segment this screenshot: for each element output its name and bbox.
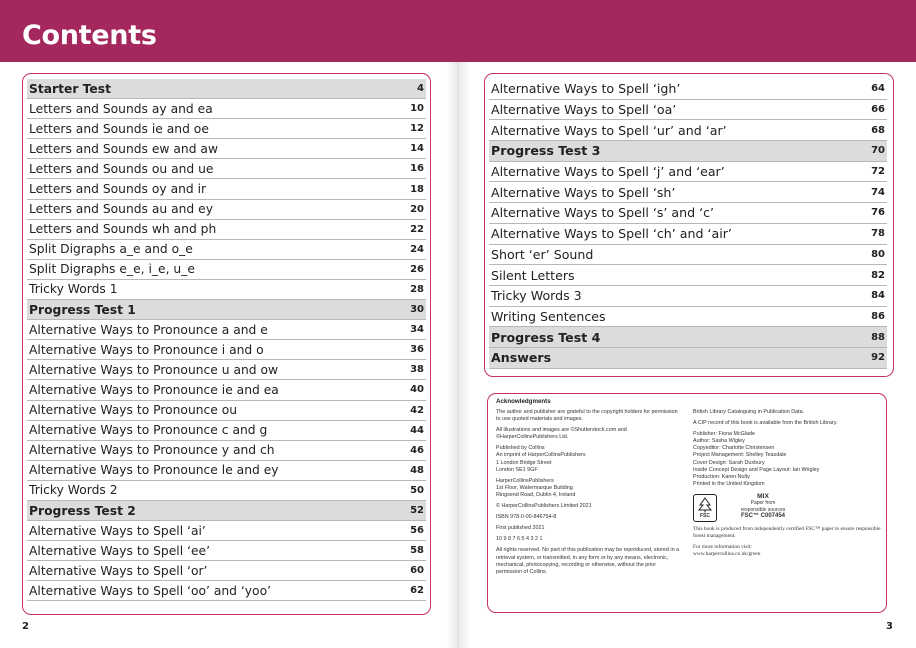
toc-page-number: 58	[410, 545, 424, 557]
fsc-line2: responsible sources	[740, 506, 786, 513]
ack-paragraph: Published by Collins An imprint of HarperCollinsPublishers 1 London Bridge Street London SE1 9GF	[496, 445, 586, 473]
ack-paragraph: A CIP record of this book is available from the British Library.	[693, 420, 838, 427]
right-contents-list	[489, 79, 887, 369]
toc-entry-row[interactable]	[489, 245, 887, 266]
toc-section-row[interactable]	[27, 501, 426, 521]
acknowledgments-title: Acknowledgments	[496, 398, 551, 405]
toc-entry-label: Letters and Sounds oy and ir	[29, 182, 207, 197]
toc-section-row[interactable]	[489, 348, 887, 369]
toc-entry-label: Letters and Sounds ou and ue	[29, 161, 214, 176]
toc-section-row[interactable]	[27, 79, 426, 99]
ack-paragraph: © HarperCollinsPublishers Limited 2021	[496, 503, 592, 510]
toc-page-number: 10	[410, 103, 424, 115]
toc-entry-label: Alternative Ways to Pronounce y and ch	[29, 443, 275, 458]
toc-page-number: 12	[410, 123, 424, 135]
toc-page-number: 80	[871, 248, 885, 260]
toc-page-number: 78	[871, 228, 885, 240]
toc-page-number: 52	[410, 505, 424, 517]
toc-page-number: 62	[410, 585, 424, 597]
toc-entry-label: Letters and Sounds wh and ph	[29, 222, 217, 237]
toc-page-number: 30	[410, 304, 424, 316]
toc-entry-label: Alternative Ways to Spell ‘oa’	[491, 102, 677, 118]
toc-entry-label: Alternative Ways to Pronounce le and ey	[29, 463, 279, 478]
toc-entry-label: Tricky Words 1	[29, 282, 118, 297]
ack-paragraph: Publisher: Fiona McGlade Author: Sasha Wigley Copyeditor: Charlotte Christensen Project Management: Shelley Teasdale Cover Design: Sarah Duxbury Inside Concept Design and Page Layout: Ian Wrigley Production: Karen Nulty Printed in the United Kingdom	[693, 431, 820, 487]
toc-entry-row[interactable]	[27, 561, 426, 581]
toc-entry-label: Alternative Ways to Spell ‘ee’	[29, 543, 210, 558]
toc-entry-label: Tricky Words 2	[29, 483, 118, 498]
ack-paragraph: 10 9 8 7 6 5 4 3 2 1	[496, 536, 543, 543]
toc-entry-label: Starter Test	[29, 81, 111, 96]
toc-entry-label: Short ‘er’ Sound	[491, 246, 594, 262]
toc-entry-row[interactable]	[489, 120, 887, 141]
toc-section-row[interactable]	[489, 141, 887, 162]
toc-entry-label: Writing Sentences	[491, 308, 606, 324]
toc-page-number: 72	[871, 166, 885, 178]
toc-entry-label: Alternative Ways to Pronounce a and e	[29, 322, 268, 337]
ack-paragraph: HarperCollinsPublishers 1st Floor, Watermarque Building Ringsend Road, Dublin 4, Ireland	[496, 477, 576, 498]
toc-page-number: 28	[410, 283, 424, 295]
toc-entry-row[interactable]	[489, 100, 887, 121]
toc-page-number: 70	[871, 145, 885, 157]
toc-entry-row[interactable]	[27, 139, 426, 159]
toc-entry-row[interactable]	[27, 240, 426, 260]
toc-page-number: 46	[410, 444, 424, 456]
toc-entry-row[interactable]	[27, 280, 426, 300]
page-title: Contents	[22, 20, 157, 51]
toc-page-number: 26	[410, 263, 424, 275]
toc-page-number: 56	[410, 525, 424, 537]
toc-page-number: 64	[871, 83, 885, 95]
toc-page-number: 88	[871, 331, 885, 343]
toc-entry-label: Letters and Sounds au and ey	[29, 202, 213, 217]
fsc-line1: Paper from	[750, 500, 776, 507]
toc-page-number: 84	[871, 290, 885, 302]
toc-page-number: 20	[410, 203, 424, 215]
toc-page-number: 34	[410, 324, 424, 336]
ack-paragraph: All illustrations and images are ©Shutterstock.com and ©HarperCollinsPublishers Ltd.	[496, 427, 627, 441]
toc-entry-label: Alternative Ways to Spell ‘sh’	[491, 184, 676, 200]
toc-entry-label: Alternative Ways to Pronounce ie and ea	[29, 382, 279, 397]
toc-page-number: 40	[410, 384, 424, 396]
toc-entry-label: Alternative Ways to Spell ‘oo’ and ‘yoo’	[29, 583, 272, 598]
toc-entry-row[interactable]	[489, 224, 887, 245]
toc-entry-label: Alternative Ways to Spell ‘igh’	[491, 81, 681, 97]
toc-page-number: 22	[410, 223, 424, 235]
toc-page-number: 82	[871, 269, 885, 281]
toc-entry-row[interactable]	[27, 340, 426, 360]
fsc-code: FSC™ C007454	[740, 512, 786, 519]
toc-entry-label: Alternative Ways to Spell ‘or’	[29, 563, 208, 578]
toc-entry-label: Letters and Sounds ay and ea	[29, 101, 213, 116]
fsc-tree-logo-icon	[693, 494, 717, 522]
ack-paragraph: This book is produced from independently certified FSC™ paper to ensure responsible forest management.	[693, 525, 881, 540]
toc-entry-label: Split Digraphs a_e and o_e	[29, 242, 193, 257]
toc-entry-label: Progress Test 1	[29, 302, 136, 317]
acknowledgments-left-column	[496, 409, 682, 580]
toc-entry-row[interactable]	[27, 421, 426, 441]
toc-page-number: 76	[871, 207, 885, 219]
toc-entry-row[interactable]	[27, 360, 426, 380]
toc-entry-label: Tricky Words 3	[491, 288, 582, 304]
toc-entry-label: Progress Test 2	[29, 503, 136, 518]
toc-entry-label: Silent Letters	[491, 267, 575, 283]
toc-entry-row[interactable]	[27, 119, 426, 139]
toc-page-number: 36	[410, 344, 424, 356]
toc-entry-row[interactable]	[27, 200, 426, 220]
toc-entry-row[interactable]	[27, 320, 426, 340]
toc-page-number: 16	[410, 163, 424, 175]
toc-entry-label: Letters and Sounds ew and aw	[29, 141, 219, 156]
page-gutter	[446, 62, 470, 648]
toc-entry-row[interactable]	[489, 307, 887, 328]
toc-page-number: 42	[410, 404, 424, 416]
toc-entry-label: Alternative Ways to Spell ‘s’ and ‘c’	[491, 205, 715, 221]
toc-page-number: 14	[410, 143, 424, 155]
toc-entry-row[interactable]	[489, 162, 887, 183]
toc-entry-label: Letters and Sounds ie and oe	[29, 121, 209, 136]
page-number-left: 2	[22, 621, 29, 632]
tree-icon	[697, 497, 713, 513]
toc-section-row[interactable]	[489, 327, 887, 348]
toc-entry-row[interactable]	[27, 541, 426, 561]
ack-paragraph: British Library Cataloguing in Publication Data.	[693, 409, 805, 415]
toc-entry-label: Alternative Ways to Pronounce u and ow	[29, 362, 279, 377]
ack-paragraph: The author and publisher are grateful to the copyright holders for permission to use quoted materials and images.	[496, 409, 678, 423]
toc-page-number: 66	[871, 104, 885, 116]
acknowledgments-right-column	[693, 409, 881, 562]
toc-entry-row[interactable]	[27, 159, 426, 179]
toc-page-number: 60	[410, 565, 424, 577]
toc-entry-label: Split Digraphs e_e, i_e, u_e	[29, 262, 195, 277]
toc-entry-label: Alternative Ways to Pronounce ou	[29, 403, 238, 418]
ack-paragraph: All rights reserved. No part of this publication may be reproduced, stored in a retrieval system, or transmitted, in any form or by any means, electronic, mechanical, photocopying, recording or otherwise, without the prior permission of Collins.	[496, 547, 680, 575]
toc-entry-row[interactable]	[489, 286, 887, 307]
toc-page-number: 68	[871, 124, 885, 136]
fsc-label	[723, 494, 803, 519]
toc-page-number: 50	[410, 484, 424, 496]
ack-paragraph: First published 2021	[496, 525, 545, 532]
toc-entry-row[interactable]	[489, 203, 887, 224]
toc-page-number: 92	[871, 352, 885, 364]
toc-entry-row[interactable]	[489, 182, 887, 203]
toc-entry-row[interactable]	[27, 481, 426, 501]
toc-entry-label: Alternative Ways to Pronounce i and o	[29, 342, 264, 357]
toc-entry-row[interactable]	[27, 380, 426, 400]
fsc-mix: MIX	[757, 492, 769, 500]
toc-page-number: 24	[410, 243, 424, 255]
toc-entry-row[interactable]	[27, 461, 426, 481]
ack-paragraph: ISBN 978-0-00-846754-8	[496, 514, 557, 521]
toc-entry-row[interactable]	[489, 265, 887, 286]
toc-page-number: 48	[410, 464, 424, 476]
toc-page-number: 86	[871, 310, 885, 322]
toc-entry-row[interactable]	[27, 401, 426, 421]
toc-entry-row[interactable]	[27, 99, 426, 119]
toc-entry-row[interactable]	[489, 79, 887, 100]
toc-entry-label: Alternative Ways to Spell ‘j’ and ‘ear’	[491, 164, 725, 180]
page-number-right: 3	[886, 621, 893, 632]
ack-paragraph: For more information visit: www.harpercollins.co.uk/green	[693, 544, 761, 558]
toc-entry-label: Alternative Ways to Spell ‘ur’ and ‘ar’	[491, 122, 727, 138]
toc-page-number: 4	[417, 83, 424, 95]
toc-entry-row[interactable]	[27, 441, 426, 461]
toc-entry-label: Progress Test 3	[491, 143, 601, 159]
toc-section-row[interactable]	[27, 300, 426, 320]
toc-page-number: 44	[410, 424, 424, 436]
toc-page-number: 38	[410, 364, 424, 376]
toc-entry-row[interactable]	[27, 581, 426, 601]
toc-entry-row[interactable]	[27, 220, 426, 240]
toc-entry-row[interactable]	[27, 179, 426, 199]
toc-entry-label: Alternative Ways to Pronounce c and g	[29, 423, 268, 438]
toc-page-number: 18	[410, 183, 424, 195]
toc-entry-label: Alternative Ways to Spell ‘ai’	[29, 523, 206, 538]
toc-page-number: 74	[871, 186, 885, 198]
fsc-logo-text: FSC	[700, 512, 710, 519]
toc-entry-label: Alternative Ways to Spell ‘ch’ and ‘air’	[491, 226, 732, 242]
left-contents-list	[27, 79, 426, 601]
toc-entry-label: Progress Test 4	[491, 329, 601, 345]
toc-entry-row[interactable]	[27, 521, 426, 541]
toc-entry-label: Answers	[491, 350, 552, 366]
toc-entry-row[interactable]	[27, 260, 426, 280]
fsc-certification	[693, 494, 881, 522]
